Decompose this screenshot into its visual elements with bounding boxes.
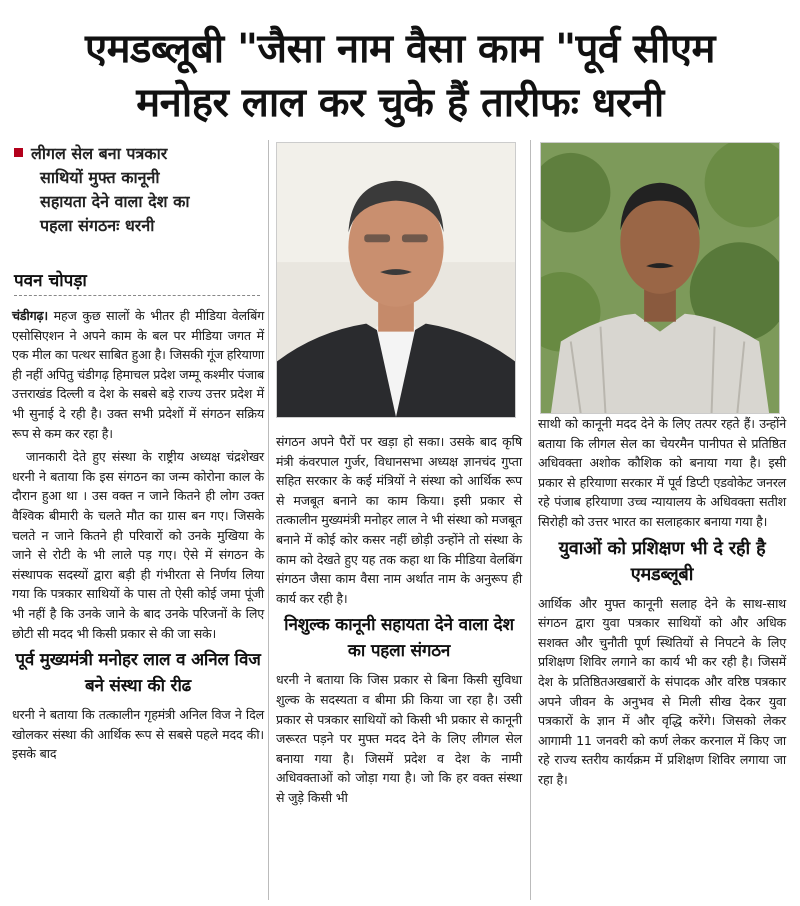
byline: पवन चोपड़ा	[14, 271, 87, 291]
headline-line-2: मनोहर लाल कर चुके हैं तारीफः धरनी	[136, 80, 664, 126]
col2-paragraph-1: संगठन अपने पैरों पर खड़ा हो सका। उसके बाद कृषि मंत्री कंवरपाल गुर्जर, विधानसभा अध्यक्ष ज्ञानचंद गुप्ता सहित सरकार के कई मंत्रियों ने संस्था को आर्थिक रूप से मजबूत बनाने का काम किया। इसी प्रकार से तत्कालीन मुख्यमंत्री मनोहर लाल ने भी संस्था को मजबूत बनाने में कोई कोर कसर नहीं छोड़ी उन्होंने तो संस्था के काम को देखते हुए यह तक कहा था कि मीडिया वेलबिंग संगठन जैसा काम वैसा नाम अर्थात नाम के अनुरूप ही कार्य कर रही है।	[276, 434, 522, 606]
col3-subheading: युवाओं को प्रशिक्षण भी दे रही है एमडब्लूबी	[558, 537, 766, 585]
column-divider-2	[530, 140, 531, 900]
photo-suited-man	[276, 142, 516, 418]
deck-line-2: साथियों मुफ्त कानूनी	[40, 168, 160, 187]
deck-line-4: पहला संगठनः धरनी	[40, 216, 155, 235]
deck	[14, 142, 264, 238]
column-2	[276, 432, 522, 808]
col1-subheading: पूर्व मुख्यमंत्री मनोहर लाल व अनिल विज बने संस्था की रीढ	[15, 650, 261, 697]
col1-p1-text: महज कुछ सालों के भीतर ही मीडिया वेलबिंग एसोसिएशन ने अपने काम के बल पर मीडिया जगत में एक मील का पत्थर साबित हुआ है। जिसकी गूंज हरियाणा ही नहीं अपितु चंडीगढ़ हिमाचल प्रदेश जम्मू कश्मीर पंजाब उत्तराखंड दिल्ली व देश के सबसे बड़े राज्य उत्तर प्रदेश में भी सुनाई दे रही है। उक्त सभी प्रदेशों में संगठन सक्रिय रूप से कम कर रहा है।	[12, 308, 264, 441]
col1-paragraph-2: जानकारी देते हुए संस्था के राष्ट्रीय अध्यक्ष चंद्रशेखर धरनी ने बताया कि इस संगठन का जन्म कोरोना काल के दौरान हुआ था । उस वक्त न जाने कितने ही लोग उक्त वैश्विक बीमारी के चलते मौत का ग्रास बन गए। जिसके चलते न जाने कितने ही परिवारों को उनके मुखिया के जाने से रोटी के भी लाले पड़ गए। ऐसे में संगठन के संस्थापक सदस्यों द्वारा बड़ी ही गंभीरता से निर्णय लिया गया कि पत्रकार साथियों के पास तो ऐसी कोई जमा पूंजी भी नहीं है कि उनके जाने के बाद उनके परिजनों के लिए छोटी सी मदद भी किसी प्रकार से की जा सके।	[12, 449, 264, 641]
col3-paragraph-2: आर्थिक और मुफ्त कानूनी सलाह देने के साथ-साथ संगठन द्वारा युवा पत्रकार साथियों को और अधिक सशक्त और चुनौती पूर्ण स्थितियों से निपटने के लिए प्रशिक्षण शिविर लगाने का कार्य भी कर रही है। जिसमें देश के प्रतिष्ठितअखबारों के संपादक और वरिष्ठ पत्रकार अपने जीवन के अनुभव से मिली सीख देकर युवा पत्रकारों के ज्ञान में और वृद्धि करेंगे। जिसको लेकर आगामी 11 जनवरी को कर्ण लेकर करनाल में किए जा रहे राज्य स्तरीय कार्यक्रम में प्रशिक्षण शिविर लगाया जा रहा है।	[538, 595, 786, 787]
dateline: चंडीगढ़।	[12, 308, 48, 323]
col2-paragraph-2: धरनी ने बताया कि जिस प्रकार से बिना किसी सुविधा शुल्क के सदस्यता व बीमा फ्री किया जा रहा है। उसी प्रकार से पत्रकार साथियों को किसी भी प्रकार से कानूनी जरूरत पड़ने पर मुफ्त मदद देने के लिए लीगल सेल बनाया गया है। जिसमें प्रदेश व देश के नामी अधिवक्ताओं को जोड़ा गया है। जो कि हर वक्त संस्था से जुड़े किसी भी	[276, 672, 522, 805]
bullet-icon	[14, 148, 23, 157]
deck-line-1: लीगल सेल बना पत्रकार	[31, 144, 168, 163]
column-3	[538, 414, 786, 790]
col1-paragraph-1	[12, 306, 264, 443]
column-1	[12, 306, 264, 764]
headline-line-1: एमडब्लूबी "जैसा नाम वैसा काम "पूर्व सीएम	[85, 26, 715, 72]
col3-paragraph-1: साथी को कानूनी मदद देने के लिए तत्पर रहते हैं। उन्होंने बताया कि लीगल सेल का चेयरमैन पानीपत से प्रतिष्ठित अधिवक्ता अशोक कौशिक को बनाया गया है। इसी प्रकार से हरियाणा सरकार में पूर्व डिप्टी एडवोकेट जनरल रहे पंजाब हरियाणा उच्च न्यायालय के अधिवक्ता सतीश सिरोही को उत्तर भारत का सलाहकार बनाया गया है।	[538, 416, 786, 529]
photo-man-outdoors	[540, 142, 780, 414]
col1-paragraph-3: धरनी ने बताया कि तत्कालीन गृहमंत्री अनिल विज ने दिल खोलकर संस्था की आर्थिक रूप से सबसे पहले मदद की। इसके बाद	[12, 707, 264, 762]
headline	[8, 22, 792, 130]
byline-divider	[14, 295, 260, 296]
column-divider-1	[268, 140, 269, 900]
col2-subheading: निशुल्क कानूनी सहायता देने वाला देश का पहला संगठन	[284, 615, 514, 662]
deck-line-3: सहायता देने वाला देश का	[40, 192, 190, 211]
